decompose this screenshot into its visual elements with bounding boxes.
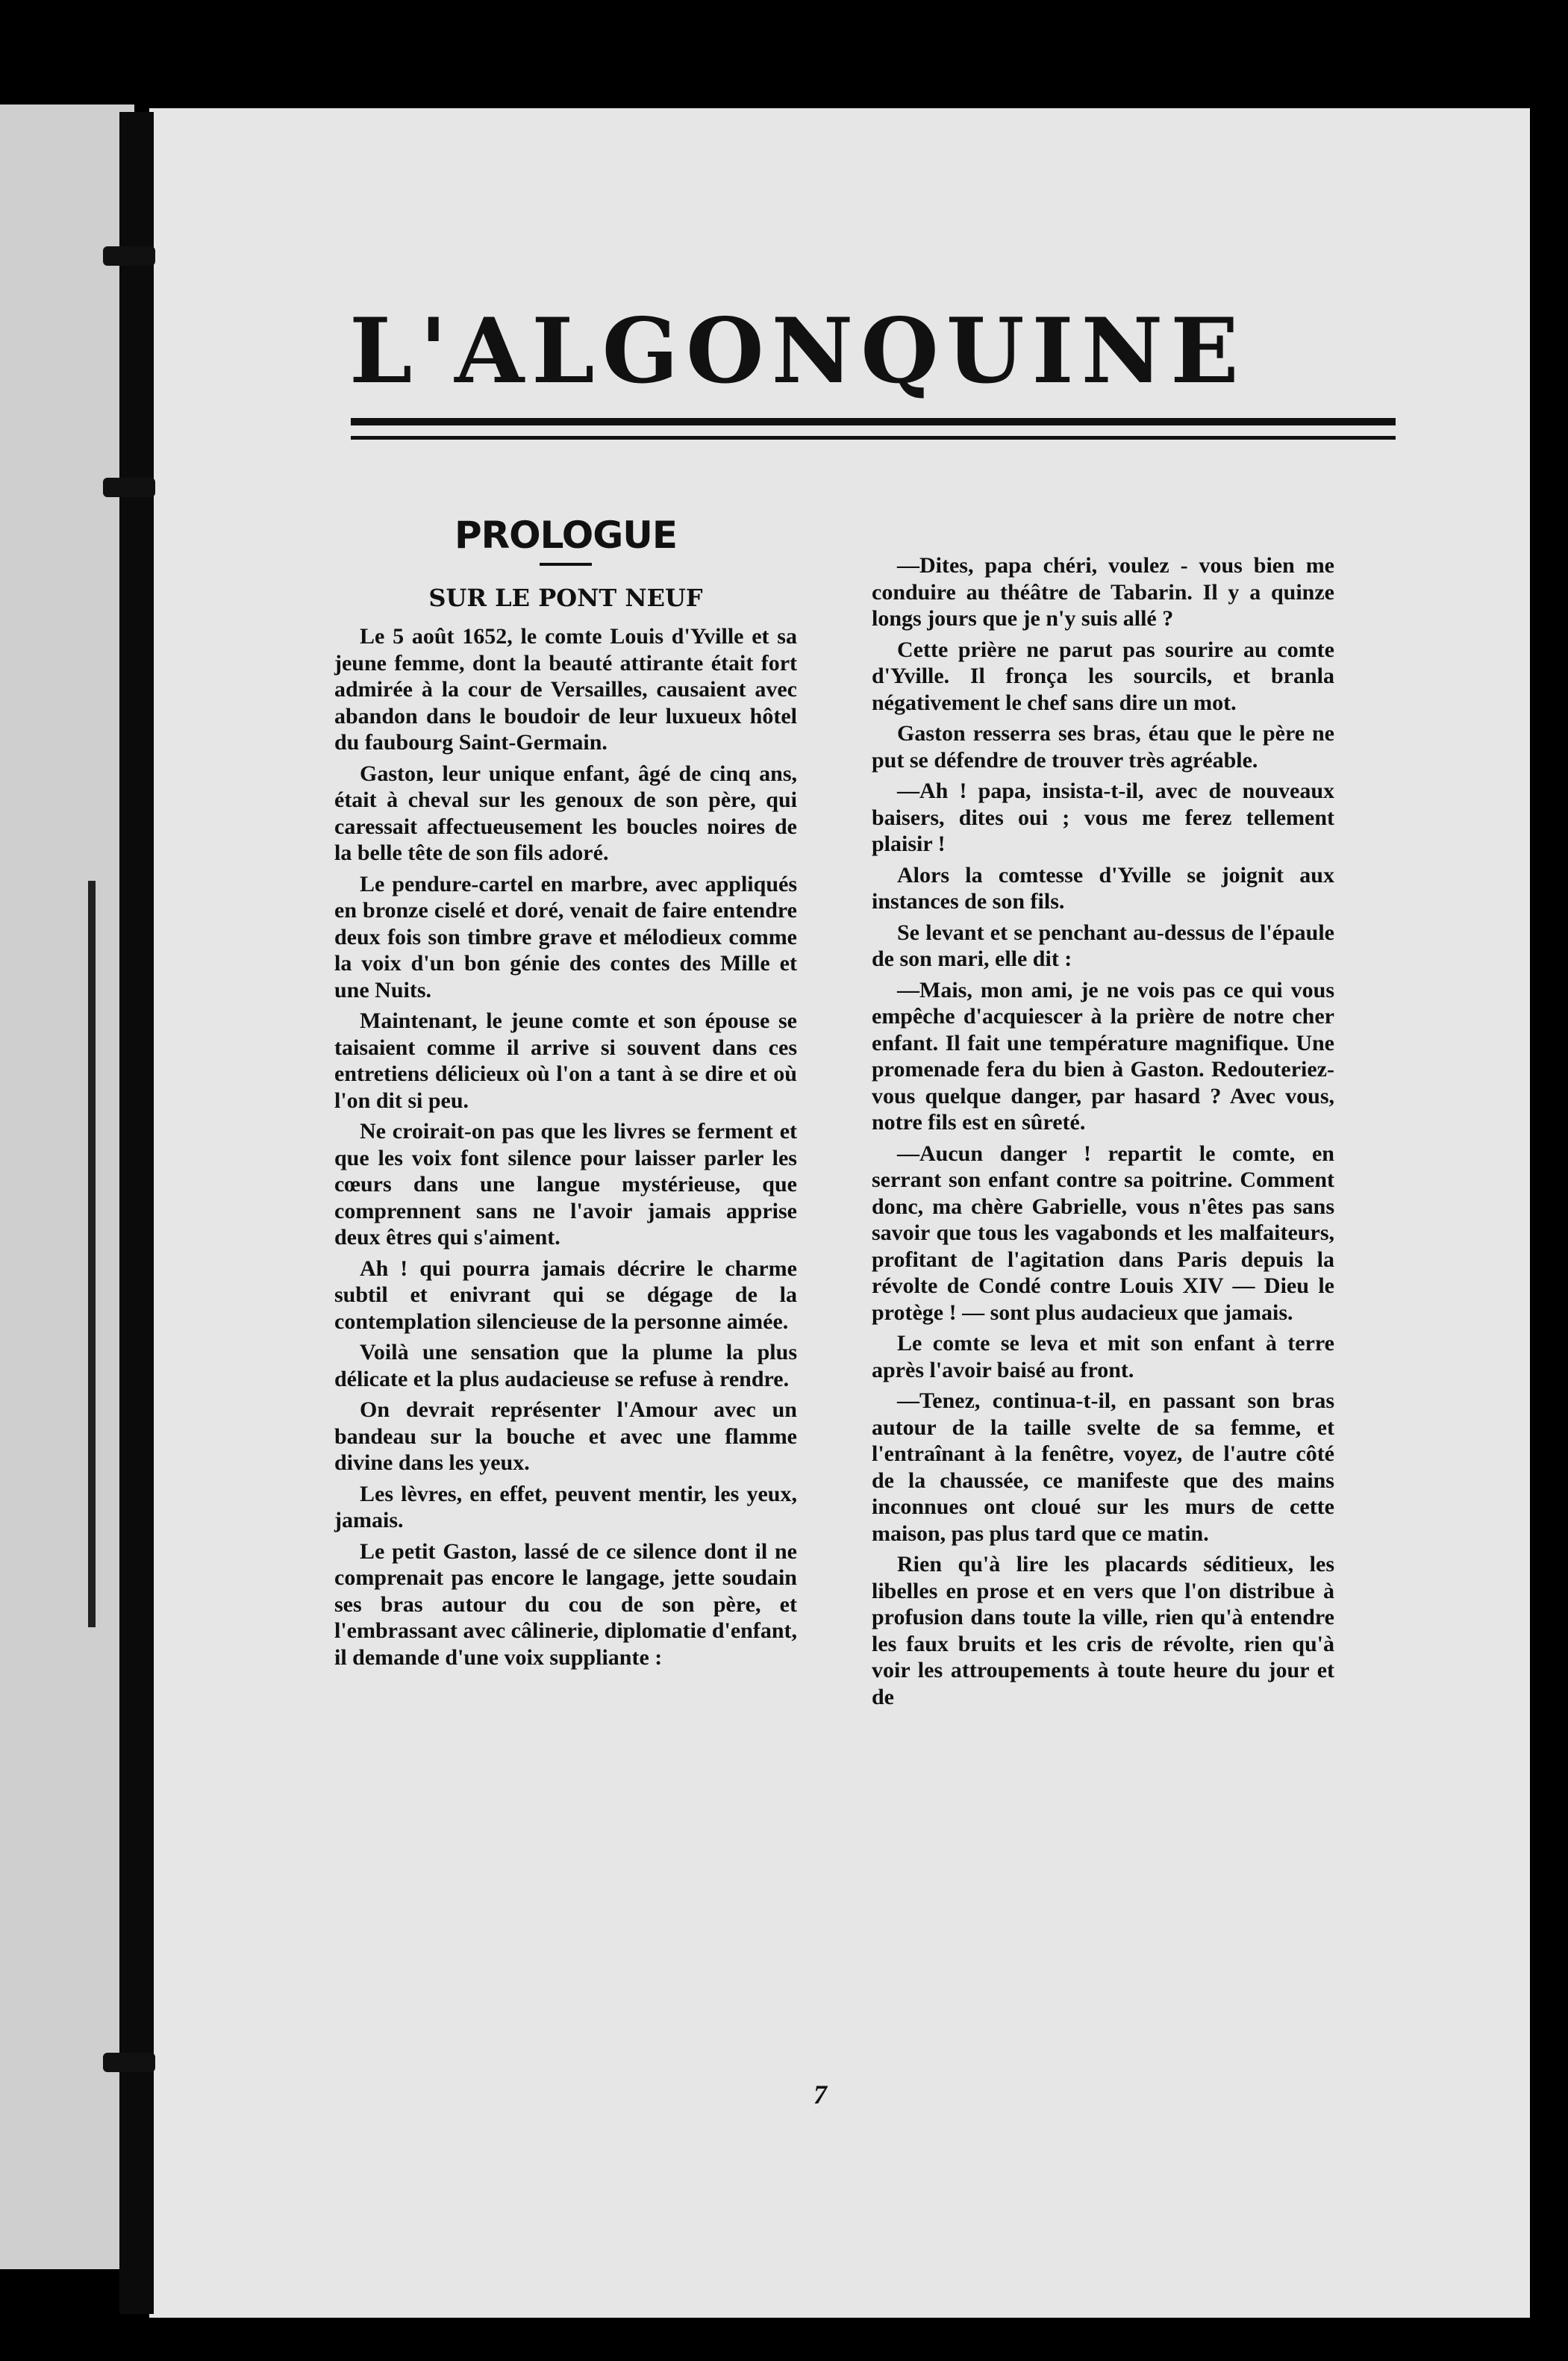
paragraph: —Dites, papa chéri, voulez - vous bien me conduire au théâtre de Tabarin. Il y a quinze longs jours que je n'y suis allé ? bbox=[872, 553, 1334, 631]
paragraph: Cette prière ne parut pas sourire au comte d'Yville. Il fronça les sourcils, et branla négativement le chef sans dire un mot. bbox=[872, 637, 1334, 715]
paragraph: Gaston, leur unique enfant, âgé de cinq ans, était à cheval sur les genoux de son père, qui caressait affectueusement les boucles noires de la belle tête de son fils adoré. bbox=[334, 761, 797, 865]
staple-mark bbox=[103, 478, 155, 497]
masthead-title: L'ALGONQUINE bbox=[349, 299, 1246, 404]
masthead-rule bbox=[351, 418, 1396, 425]
paragraph: On devrait représenter l'Amour avec un bandeau sur la bouche et avec une flamme divine dans les yeux. bbox=[334, 1397, 797, 1475]
paragraph: Le pendure-cartel en marbre, avec appliqués en bronze ciselé et doré, venait de faire entendre deux fois son timbre grave et mélodieux comme la voix d'un bon génie des contes des Mille et une Nuits. bbox=[334, 871, 797, 1002]
paragraph: Le comte se leva et mit son enfant à terre après l'avoir baisé au front. bbox=[872, 1331, 1334, 1382]
staple-mark bbox=[103, 246, 155, 266]
paragraph: Rien qu'à lire les placards séditieux, les libelles en prose et en vers que l'on distribue à profusion dans toute la ville, rien qu'à entendre les faux bruits et les cris de révolte, rien qu'à voir les attroupements à toute heure du jour et de bbox=[872, 1552, 1334, 1709]
paragraph: Le petit Gaston, lassé de ce silence dont il ne comprenait pas encore le langage, jette soudain ses bras autour du cou de son père, et l'embrassant avec câlinerie, diplomatie d'enfant, il demande d'une voix suppliante : bbox=[334, 1538, 797, 1670]
paragraph: Se levant et se penchant au-dessus de l'épaule de son mari, elle dit : bbox=[872, 920, 1334, 971]
left-column bbox=[334, 514, 797, 1675]
heading-divider bbox=[540, 563, 592, 566]
paragraph: Gaston resserra ses bras, étau que le père ne put se défendre de trouver très agréable. bbox=[872, 721, 1334, 773]
right-column bbox=[872, 552, 1334, 1715]
paragraph: Maintenant, le jeune comte et son épouse se taisaient comme il arrive si souvent dans ces entretiens délicieux où l'on a tant à se dire et où l'on dit si peu. bbox=[334, 1008, 797, 1113]
paragraph: —Ah ! papa, insista-t-il, avec de nouveaux baisers, dites oui ; vous me ferez tellement plaisir ! bbox=[872, 779, 1334, 856]
masthead-rule-thin bbox=[351, 436, 1396, 440]
paragraph: Ne croirait-on pas que les livres se ferment et que les voix font silence pour laisser parler les cœurs dans une langue mystérieuse, que comprennent sans ne l'avoir jamais apprise deux êtres qui s'aiment. bbox=[334, 1119, 797, 1250]
section-subheading: SUR LE PONT NEUF bbox=[428, 583, 703, 612]
paragraph: Ah ! qui pourra jamais décrire le charme subtil et enivrant qui se dégage de la contemplation silencieuse de la personne aimée. bbox=[334, 1256, 797, 1334]
paragraph: Alors la comtesse d'Yville se joignit aux instances de son fils. bbox=[872, 862, 1334, 914]
paragraph: Voilà une sensation que la plume la plus délicate et la plus audacieuse se refuse à rendre. bbox=[334, 1340, 797, 1391]
page-number: 7 bbox=[813, 2080, 827, 2109]
paragraph: —Mais, mon ami, je ne vois pas ce qui vous empêche d'acquiescer à la prière de notre cher enfant. Il fait une température magnifique. Une promenade fera du bien à Gaston. Redouteriez-vous quelque danger, par hasard ? Avec vous, notre fils est en sûreté. bbox=[872, 977, 1334, 1135]
paragraph: —Aucun danger ! repartit le comte, en serrant son enfant contre sa poitrine. Comment donc, ma chère Gabrielle, vous n'êtes pas sans savoir que tous les vagabonds et les malfaiteurs, profitant de l'agitation dans Paris depuis la révolte de Condé contre Louis XIV — Dieu le protège ! — sont plus audacieux que jamais. bbox=[872, 1141, 1334, 1325]
section-heading: PROLOGUE bbox=[454, 514, 678, 557]
staple-mark bbox=[103, 2053, 155, 2072]
facing-page-edge bbox=[0, 105, 134, 2269]
binding-spine bbox=[119, 112, 154, 2314]
binding-thread bbox=[88, 881, 96, 1627]
paragraph: —Tenez, continua-t-il, en passant son bras autour de la taille svelte de sa femme, et l'entraînant à la fenêtre, voyez, de l'autre côté de la chaussée, ce manifeste que des mains inconnues ont cloué sur les murs de cette maison, pas plus tard que ce matin. bbox=[872, 1388, 1334, 1546]
paragraph: Les lèvres, en effet, peuvent mentir, les yeux, jamais. bbox=[334, 1481, 797, 1532]
paragraph: Le 5 août 1652, le comte Louis d'Yville et sa jeune femme, dont la beauté attirante était fort admirée à la cour de Versailles, causaient avec abandon dans le boudoir de leur luxueux hôtel du faubourg Saint-Germain. bbox=[334, 624, 797, 755]
